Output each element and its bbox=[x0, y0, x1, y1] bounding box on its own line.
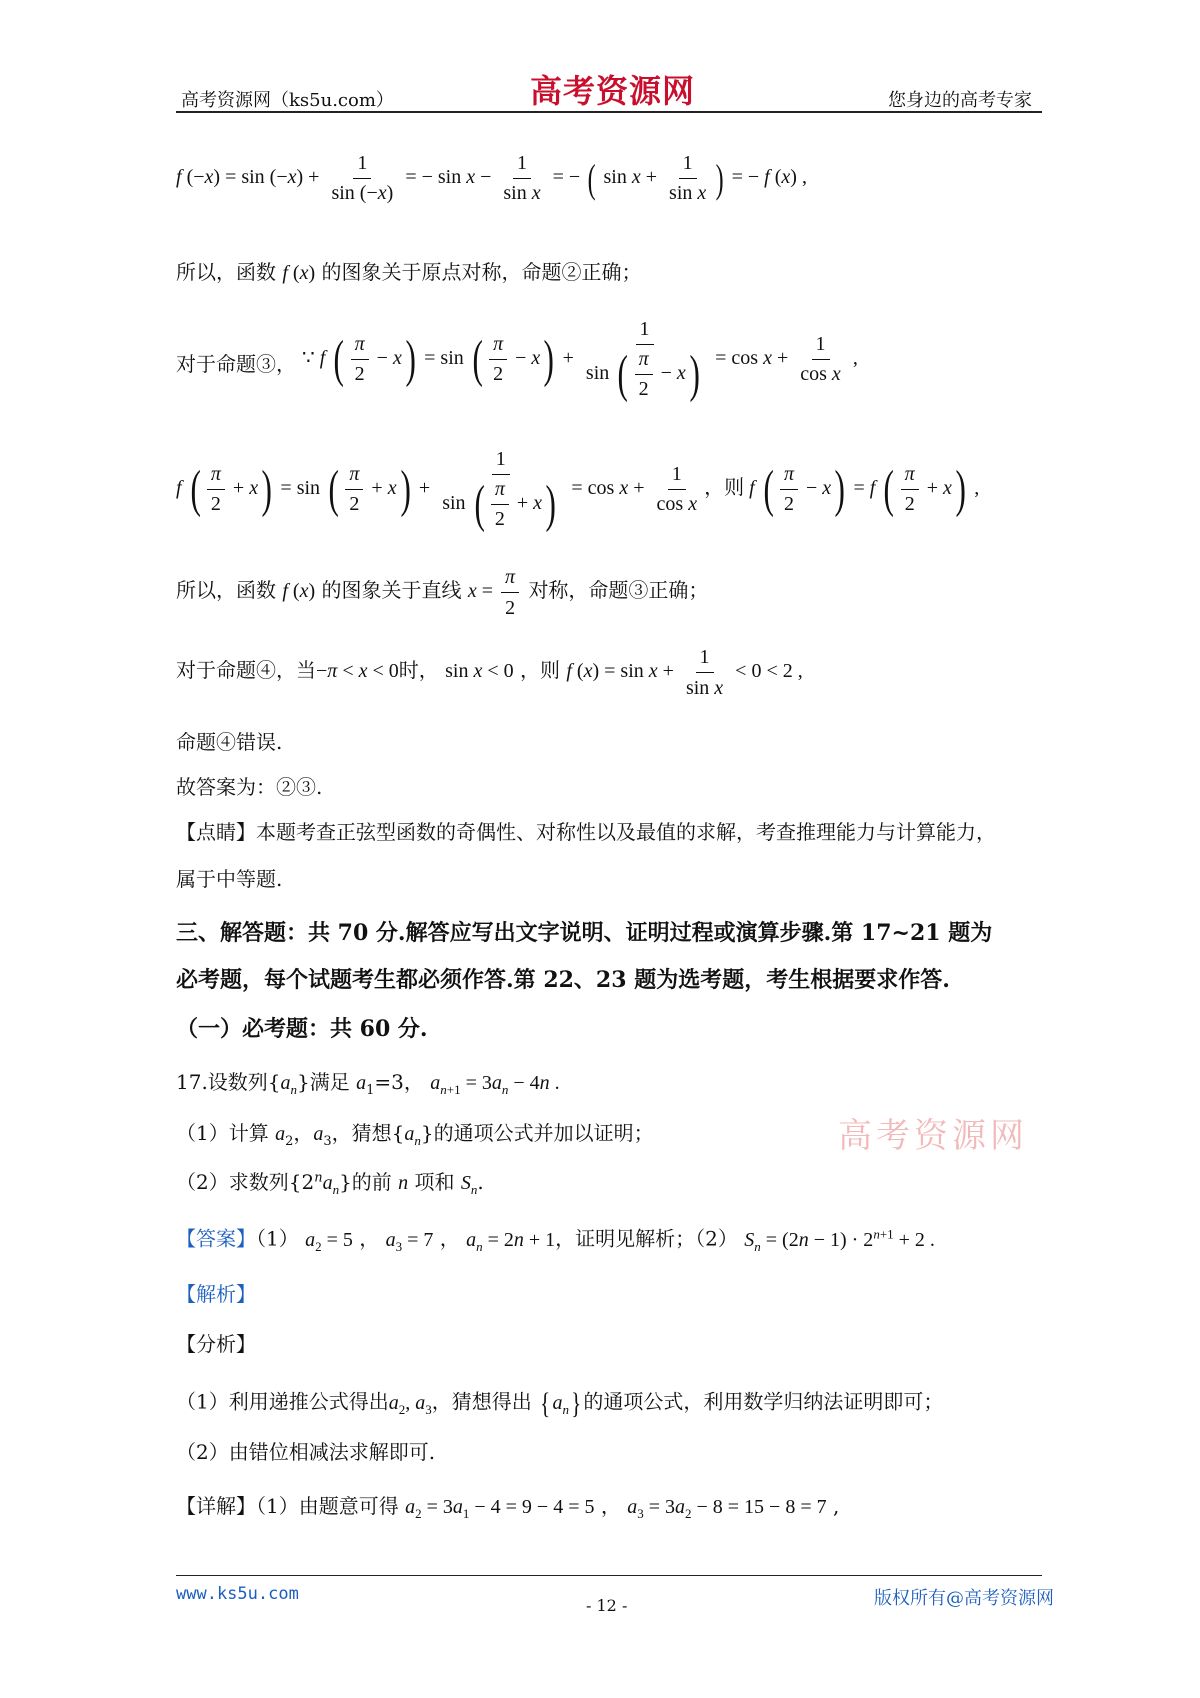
formula-prop3-right: f ( $\frac{\pi}{2}$ + x) = sin ( $\frac{\pi}{2}$ + x) + 1 sin ( $\frac{\pi}{2}$ + x) = cos x + $\frac{1}{\text{cos x}}$ ，则 f ( $\frac{\pi}{2}$ − x) = f ( $\frac{\pi}{2}$ + x) , bbox=[176, 448, 980, 533]
footer-divider bbox=[176, 1575, 1042, 1576]
conclusion-origin-symmetry: 所以，函数 f (x) 的图象关于原点对称，命题②正确； bbox=[176, 260, 642, 284]
final-answer: 故答案为：②③. bbox=[176, 775, 323, 799]
prop3-label: 对于命题③， bbox=[176, 352, 296, 376]
footer-copyright[interactable]: 版权所有@高考资源网 bbox=[874, 1588, 1054, 1609]
header-site-name: 高考资源网（ks5u.com） bbox=[181, 90, 394, 111]
review-note-cont: 属于中等题. bbox=[176, 867, 283, 891]
prop4-line: 对于命题④，当−π < x < 0时， sin x < 0 ，则 f (x) = sin x + $\frac{1}{\text{sin x}}$ < 0 < 2 , bbox=[176, 646, 803, 699]
page-number: - 12 - bbox=[586, 1596, 628, 1615]
header-divider bbox=[176, 111, 1042, 113]
detail-line: 【详解】（1）由题意可得 $a_2 = 3a_1 - 4 = 9 - 4 = 5$ ， $a_3 = 3a_2 - 8 = 15 - 8 = 7$ , bbox=[176, 1494, 840, 1521]
watermark: 高考资源网 bbox=[838, 1116, 1028, 1156]
formula-odd-function: f (−x) = sin (−x) + $\frac{1}{\sin (-x)}$ = − sin x − $\frac{1}{\text{sin x}}$ = − ( sin x + $\frac{1}{\text{sin x}}$ ) = − f (x) , bbox=[176, 152, 807, 204]
question-17-part1: （1）计算 $a_2$，$a_3$，猜想$\{a_n\}$的通项公式并加以证明； bbox=[176, 1121, 654, 1149]
formula-prop3-left: ∵ f ( $\frac{\pi}{2}$ − x) = sin ( $\frac{\pi}{2}$ − x) + 1 sin ( $\frac{\pi}{2}$ − x) = cos x + $\frac{1}{\text{cos x}}$ , bbox=[302, 318, 858, 403]
fenxi-label: 【分析】 bbox=[176, 1332, 256, 1356]
header-slogan: 您身边的高考专家 bbox=[888, 90, 1032, 111]
question-17-part2: （2）求数列$\{2^na_n\}$的前 n 项和 $S_n$. bbox=[176, 1170, 484, 1197]
section-heading-line2: 必考题，每个试题考生都必须作答.第 22、23 题为选考题，考生根据要求作答. bbox=[176, 967, 950, 993]
question-17: 17.设数列$\{a_n\}$满足 $a_1=3$， $a_{n+1} = 3a_n - 4n$ . bbox=[176, 1070, 560, 1098]
answer-line: 【答案】（1） $a_2 = 5$ ， $a_3 = 7$ ， $a_n = 2n + 1$，证明见解析；（2） $S_n = (2n - 1) \cdot 2^{n+1} + 2$ . bbox=[176, 1226, 935, 1254]
header-logo: 高考资源网 bbox=[530, 72, 696, 110]
fenxi-step2: （2）由错位相减法求解即可. bbox=[176, 1440, 436, 1464]
answer-label: 【答案】 bbox=[176, 1226, 256, 1251]
review-note: 【点睛】本题考查正弦型函数的奇偶性、对称性以及最值的求解，考查推理能力与计算能力， bbox=[176, 820, 996, 844]
analysis-label: 【解析】 bbox=[176, 1282, 256, 1306]
fenxi-step1: （1）利用递推公式得出$a_2$, $a_3$，猜想得出 { $a_n$} 的通项公式，利用数学归纳法证明即可； bbox=[176, 1387, 944, 1420]
section-heading-line1: 三、解答题：共 70 分.解答应写出文字说明、证明过程或演算步骤.第 17~21 题为 bbox=[176, 920, 993, 946]
prop4-conclusion: 命题④错误. bbox=[176, 730, 283, 754]
conclusion-line-symmetry: 所以，函数 f (x) 的图象关于直线 x = $\frac{\pi}{2}$ 对称，命题③正确； bbox=[176, 566, 709, 619]
subsection-heading: （一）必考题：共 60 分. bbox=[176, 1016, 428, 1042]
footer-link[interactable]: www.ks5u.com bbox=[176, 1584, 299, 1604]
